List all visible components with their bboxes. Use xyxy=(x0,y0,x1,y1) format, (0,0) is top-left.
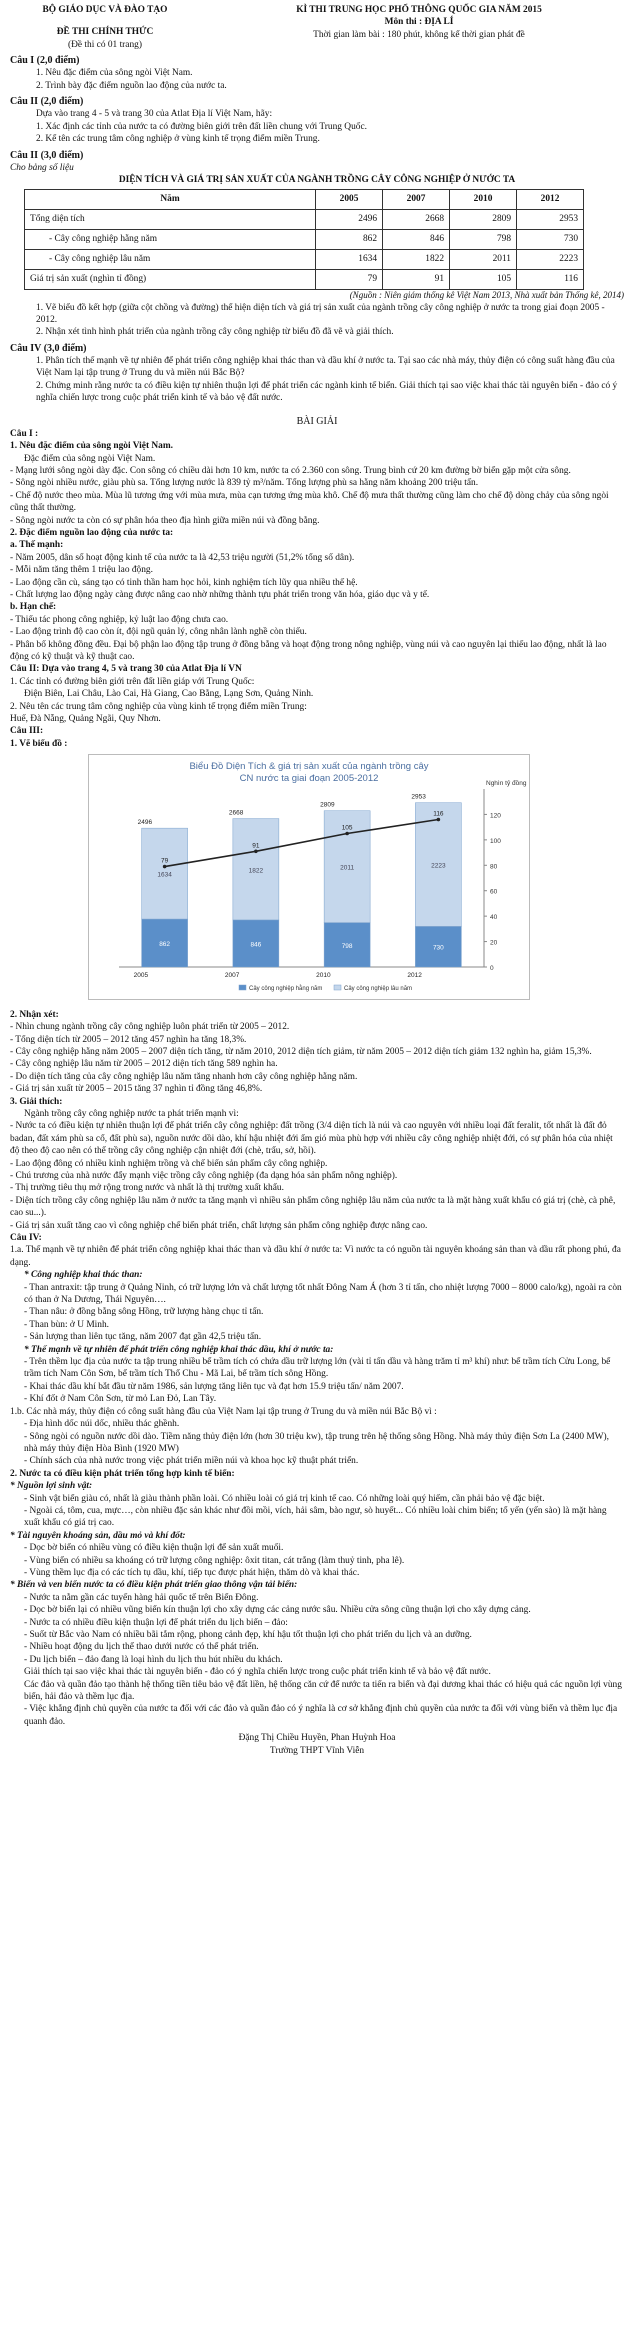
line-point xyxy=(163,865,167,869)
text-line: - Vùng thềm lục địa có các tích tụ dầu, khí, tiếp tục được phát hiện, thăm dò và khai thác. xyxy=(24,1567,360,1578)
text-line: - Chính sách của nhà nước trong việc phát triển miền núi và khoa học kỹ thuật phát triển. xyxy=(24,1456,359,1467)
row-label: Tổng diện tích xyxy=(25,209,316,229)
y2-tick-label: 100 xyxy=(490,838,501,846)
text-line: - Địa hình dốc núi dốc, nhiều thác ghềnh. xyxy=(24,1419,180,1430)
exam-subject: Môn thi : ĐỊA LÍ xyxy=(384,17,454,28)
text-line: - Tổng diện tích từ 2005 – 2012 tăng 457 nghìn ha tăng 18,3%. xyxy=(10,1034,247,1045)
solution-q1-2a: a. Thế mạnh: xyxy=(10,540,64,551)
q3-intro: Cho bảng số liệu xyxy=(10,162,74,173)
solution-q1-2b-body xyxy=(10,614,624,664)
text-line: - Nước ta có điều kiện tự nhiên thuận lợi để phát triển cây công nghiệp: đất trồng (3/4 diện tích là núi và cao nguyên với nhiều loại đất feralit, tốt nhất là đất đỏ badan, đất xám phù sa cổ, đất phù sa), nguồn nước dồi dào, khí hậu nhiệt đới ẩm gió mùa phù hợp với nhiều cây công nghiệp nhiệt đới, có sự phân hóa của nhiệt độ theo độ cao nên có thể trồng cây công nghiệp cận nhiệt đới (chè, trẩu, sở, hồi). xyxy=(10,1121,613,1157)
q4-title: Câu IV (3,0 điểm) xyxy=(10,342,87,354)
solution-q1: Câu I : xyxy=(10,428,39,439)
combo-chart xyxy=(88,754,530,1000)
x-tick-label: 2010 xyxy=(316,972,331,980)
q1-title: Câu I (2,0 điểm) xyxy=(10,55,80,67)
text-line: Đặc điểm của sông ngòi Việt Nam. xyxy=(24,453,156,464)
table-cell: 2668 xyxy=(383,209,450,229)
table-cell: 91 xyxy=(383,269,450,289)
header-left xyxy=(10,4,200,51)
solution-q4-2: 2. Nước ta có điều kiện phát triển tổng hợp kinh tế biển: xyxy=(10,1468,235,1479)
text-line: - Vùng biển có nhiều sa khoáng có trữ lượng công nghiệp: ôxit titan, cát trắng (làm thuỷ tinh, pha lê). xyxy=(24,1555,405,1566)
legend-swatch xyxy=(334,985,341,990)
text-line: - Suốt từ Bắc vào Nam có nhiều bãi tắm rộng, phong cảnh đẹp, khí hậu tốt thuận lợi cho phát triển du lịch và an dưỡng. xyxy=(24,1630,472,1640)
text-line: - Chế độ nước theo mùa. Mùa lũ tương ứng với mùa mưa, mùa cạn tương ứng mùa khô. Chế độ mưa thất thường cũng làm cho chế độ dòng chảy của sông ngòi cũng thất thường. xyxy=(10,490,609,514)
table-cell: 862 xyxy=(316,229,383,249)
text-line: - Giá trị sản xuất từ 2005 – 2015 tăng 37 nghìn tỉ đồng tăng 46,8%. xyxy=(10,1084,263,1095)
text-line: - Than antraxit: tập trung ở Quảng Ninh, có trữ lượng lớn và chất lượng tốt nhất Đông Nam Á (hơn 3 tỉ tấn, cho nhiệt lượng 7000 – 8000 calo/kg), ngoài ra còn có than ở Na Dương, Thái Nguyên…. xyxy=(24,1282,622,1306)
text-line: - Nước ta nằm gần các tuyến hàng hải quốc tế trên Biển Đông. xyxy=(24,1592,259,1603)
text-line: - Than bùn: ở U Minh. xyxy=(24,1319,109,1330)
text-line: - Sông ngòi nước ta còn có sự phân hóa theo địa hình giữa miền núi và đồng bằng. xyxy=(10,515,320,526)
q1-part1: 1. Nêu đặc điểm của sông ngòi Việt Nam. xyxy=(36,68,193,79)
bar-value-label: 862 xyxy=(159,941,171,949)
y2-tick-label: 0 xyxy=(490,965,494,973)
text-line: - Giá trị sản xuất tăng cao vì công nghiệp chế biến phát triển, chất lượng sản phẩm công nghiệp được nâng cao. xyxy=(10,1220,428,1231)
solution-q2 xyxy=(10,663,624,725)
text-line: - Sông ngòi có nguồn nước dồi dào. Tiềm năng thủy điện lớn (hơn 30 triệu kw), tập trung trên hệ thống sông Hồng. Nhà máy thủy điện Sơn La (2400 MW), nhà máy thủy điện Hòa Bình (1920 MW) xyxy=(24,1431,609,1454)
line-value-label: 79 xyxy=(161,857,169,865)
value-line xyxy=(165,820,439,867)
y2-tick-label: 120 xyxy=(490,812,501,820)
text-line: - Mạng lưới sông ngòi dày đặc. Con sông có chiều dài hơn 10 km, nước ta có 2.360 con sông. Trung bình cứ 20 km đường bờ biển gặp một cửa sông. xyxy=(10,465,571,476)
text-line: - Cây công nghiệp hằng năm 2005 – 2007 diện tích tăng, từ năm 2010, 2012 diện tích giảm, từ năm 2005 – 2012 diện tích giảm 132 nghìn ha, giảm 15,3%. xyxy=(10,1046,592,1057)
table-header-cell: 2012 xyxy=(517,189,584,209)
minerals-body xyxy=(10,1542,624,1579)
line-value-label: 105 xyxy=(341,824,353,832)
marine-life-body xyxy=(10,1493,624,1530)
ministry-name: BỘ GIÁO DỤC VÀ ĐÀO TẠO xyxy=(42,5,168,15)
q2-part1: 1. Xác định các tỉnh của nước ta có đường biên giới trên đất liền chung với Trung Quốc. xyxy=(36,121,367,132)
legend-swatch xyxy=(239,985,246,990)
official-label: ĐỀ THI CHÍNH THỨC xyxy=(56,27,154,38)
bar-total-label: 2496 xyxy=(137,819,153,827)
table-cell: 116 xyxy=(517,269,584,289)
document-page xyxy=(10,0,624,1757)
legend-label: Cây công nghiệp hằng năm xyxy=(249,986,323,993)
solution-q1-2: 2. Đặc điểm nguồn lao động của nước ta: xyxy=(10,527,174,538)
bar-value-label: 798 xyxy=(341,943,353,951)
transport-heading: * Biển và ven biển nước ta có điều kiện phát triển giao thông vận tải biển: xyxy=(10,1580,298,1591)
coal-heading: * Công nghiệp khai thác than: xyxy=(24,1270,143,1281)
chart-title-line1: Biểu Đồ Diện Tích & giá trị sản xuất của ngành trồng cây xyxy=(189,761,429,773)
text-line: - Lao động cần cù, sáng tạo có tinh thần ham học hỏi, kinh nghiệm tích lũy qua nhiều thế hệ. xyxy=(10,577,358,588)
header-right xyxy=(214,4,624,51)
text-line: - Chú trương của nhà nước đẩy mạnh việc trồng cây công nghiệp (đa dạng hóa sản phẩm nông nghiệp). xyxy=(10,1170,398,1181)
text-line: - Diện tích trồng cây công nghiệp lâu năm ở nước ta tăng mạnh vì nhiều sản phẩm công nghiệp lâu năm của nước ta là mặt hàng xuất khẩu có giá trị (chè, cà phê, cao su...). xyxy=(10,1195,616,1219)
table-row xyxy=(25,229,584,249)
minerals-heading: * Tài nguyên khoáng sản, dầu mỏ và khí đốt: xyxy=(10,1530,186,1541)
q2-part2: 2. Kể tên các trung tâm công nghiệp ở vùng kinh tế trọng điểm miền Trung. xyxy=(36,134,320,145)
line-value-label: 116 xyxy=(433,810,444,818)
text-line: - Sông ngòi nhiều nước, giàu phù sa. Tổng lượng nước là 839 tỷ m³/năm. Tổng lượng phù sa hằng năm khoảng 200 triệu tấn. xyxy=(10,478,479,489)
q2-intro: Dựa vào trang 4 - 5 và trang 30 của Atlat Địa lí Việt Nam, hãy: xyxy=(36,109,273,120)
table-title: DIỆN TÍCH VÀ GIÁ TRỊ SẢN XUẤT CỦA NGÀNH TRỒNG CÂY CÔNG NGHIỆP Ở NƯỚC TA xyxy=(118,175,516,186)
author-school: Trường THPT Vĩnh Viễn xyxy=(269,1745,365,1756)
marine-life-heading: * Nguồn lợi sinh vật: xyxy=(10,1481,93,1492)
text-line: - Thị trường tiêu thụ mở rộng trong nước và nhất là thị trường xuất khẩu. xyxy=(10,1183,284,1194)
y2-tick-label: 20 xyxy=(490,939,498,947)
text-line: Điện Biên, Lai Châu, Lào Cai, Hà Giang, Cao Bằng, Lạng Sơn, Quảng Ninh. xyxy=(24,689,314,700)
bar-total-label: 2809 xyxy=(320,802,335,810)
text-line: - Nước ta có nhiều điều kiện thuận lợi để phát triển du lịch biển – đảo: xyxy=(24,1617,288,1628)
table-row xyxy=(25,249,584,269)
transport-body xyxy=(10,1592,624,1666)
solution-q3: Câu III: xyxy=(10,726,44,737)
solution-q4: Câu IV: xyxy=(10,1233,42,1243)
text-line: - Năm 2005, dân số hoạt động kinh tế của nước ta là 42,53 triệu người (51,2% tổng số dân). xyxy=(10,552,355,563)
table-cell: 2496 xyxy=(316,209,383,229)
solution-q3-3-body xyxy=(10,1108,624,1232)
x-tick-label: 2007 xyxy=(224,972,240,980)
q4-part1: 1. Phân tích thế mạnh về tự nhiên để phát triển công nghiệp khai thác than và dầu khí ở nước ta. Tại sao các nhà máy, thủy điện có công suất hàng đầu của Việt Nam lại tập trung ở Trung du và miền núi Bắc Bộ? xyxy=(36,355,615,379)
table-cell: 2223 xyxy=(517,249,584,269)
q3-part2: 2. Nhận xét tình hình phát triển của ngành trồng cây công nghiệp từ biểu đồ đã vẽ và giải thích. xyxy=(36,327,394,338)
text-line: - Khai thác dầu khí bắt đầu từ năm 1986, sản lượng tăng liên tục và đạt hơn 15.9 triệu tấn/ năm 2007. xyxy=(24,1381,404,1392)
text-line: - Dọc bờ biển lại có nhiều vũng biển kín thuận lợi cho xây dựng các cảng nước sâu. Nhiều cửa sông cũng thuận lợi cho xây dựng cảng. xyxy=(24,1605,531,1616)
table-row xyxy=(25,269,584,289)
text-line: Giải thích tại sao việc khai thác tài nguyên biển - đảo có ý nghĩa chiến lược trong cuộc phát triển kinh tế và bảo vệ đất nước. xyxy=(24,1667,491,1678)
conclusion xyxy=(10,1666,624,1728)
y2-tick-label: 60 xyxy=(490,888,498,896)
solution-q4-1a: 1.a. Thế mạnh về tự nhiên để phát triển công nghiệp khai thác than và dầu khí ở nước ta: Vì nước ta có nguồn tài nguyên khoáng sản than và dầu rất phong phú, đa dạng. xyxy=(10,1245,621,1268)
table-cell: 105 xyxy=(450,269,517,289)
table-header-cell: 2005 xyxy=(316,189,383,209)
text-line: - Do diện tích tăng của cây công nghiệp lâu năm tăng nhanh hơn cây công nghiệp hằng năm. xyxy=(10,1071,358,1082)
bar-value-label: 2223 xyxy=(431,862,446,870)
solution-q3-3: 3. Giải thích: xyxy=(10,1096,63,1107)
solution-q2-title: Câu II: Dựa vào trang 4, 5 và trang 30 của Atlat Địa lí VN xyxy=(10,664,242,675)
text-line: - Lao động trình độ cao còn ít, đội ngũ quản lý, công nhân lành nghề còn thiếu. xyxy=(10,627,307,638)
table-cell: 798 xyxy=(450,229,517,249)
text-line: - Sản lượng than liên tục tăng, năm 2007 đạt gần 42,5 triệu tấn. xyxy=(24,1332,262,1343)
text-line: 1. Các tỉnh có đường biên giới trên đất liền giáp với Trung Quốc: xyxy=(10,676,255,687)
q3-title: Câu II (3,0 điểm) xyxy=(10,149,84,161)
text-line: - Khí đốt ở Nam Côn Sơn, từ mỏ Lan Đỏ, Lan Tây. xyxy=(24,1394,217,1405)
table-cell: 1634 xyxy=(316,249,383,269)
line-point xyxy=(437,818,441,822)
table-cell: 2011 xyxy=(450,249,517,269)
text-line: - Trên thềm lục địa của nước ta tập trung nhiều bể trầm tích có chứa dầu trữ lượng lớn (vài tỉ tấn dầu và hàng trăm tỉ m³ khí) như: bể trầm tích Cửu Long, bể trầm tích Nam Côn Sơn, bể trầm tích Thổ Chu - Mã Lai, bể trầm tích sông Hồng. xyxy=(24,1357,611,1380)
text-line: Huế, Đà Nẵng, Quảng Ngãi, Quy Nhơn. xyxy=(10,714,161,725)
bar-value-label: 2011 xyxy=(340,864,355,872)
table-header-cell: Năm xyxy=(25,189,316,209)
text-line: - Sinh vật biển giàu có, nhất là giàu thành phần loài. Có nhiều loài có giá trị kinh tế cao. Có những loài quý hiếm, cần phải bảo vệ đặc biệt. xyxy=(24,1493,545,1504)
oil-heading: * Thế mạnh về tự nhiên để phát triển công nghiệp khai thác dầu, khí ở nước ta: xyxy=(24,1344,334,1355)
q2-title: Câu II (2,0 điểm) xyxy=(10,96,84,108)
text-line: - Việc khẳng định chủ quyền của nước ta đối với các đảo và quần đảo có ý nghĩa là cơ sở khẳng định chủ quyền của nước ta đối với vùng biển và thềm lục địa quanh đảo. xyxy=(24,1704,618,1727)
y2-axis-label: Nghìn tỷ đồng xyxy=(486,780,527,788)
table-cell: 846 xyxy=(383,229,450,249)
text-line: - Mỗi năm tăng thêm 1 triệu lao động. xyxy=(10,565,153,576)
bar-total-label: 2668 xyxy=(228,809,244,817)
bar-value-label: 1634 xyxy=(157,871,172,879)
y2-tick-label: 80 xyxy=(490,863,498,871)
table-cell: 79 xyxy=(316,269,383,289)
oil-body xyxy=(10,1356,624,1406)
row-label: - Cây công nghiệp lâu năm xyxy=(25,249,316,269)
x-tick-label: 2012 xyxy=(407,972,422,980)
text-line: - Ngoài cá, tôm, cua, mực…, còn nhiều đặc sản khác như đồi mồi, vích, hải sâm, bào ngư, sò huyết... Có nhiều loài chim biển; tổ yến (yến sào) là mặt hàng xuất khẩu có giá trị cao. xyxy=(24,1505,607,1529)
hydro-body xyxy=(10,1418,624,1468)
solution-title: BÀI GIẢI xyxy=(296,415,338,427)
solution-q3-2: 2. Nhận xét: xyxy=(10,1009,59,1020)
author-names: Đặng Thị Chiều Huyền, Phan Huỳnh Hoa xyxy=(238,1733,396,1744)
table-cell: 730 xyxy=(517,229,584,249)
text-line: - Nhiều hoạt động du lịch thể thao dưới nước có thể phát triển. xyxy=(24,1642,259,1653)
exam-time: Thời gian làm bài : 180 phút, không kể thời gian phát đề xyxy=(313,29,525,40)
text-line: - Lao động đông có nhiều kinh nghiệm trồng và chế biến sản phẩm cây công nghiệp. xyxy=(10,1158,328,1169)
table-header-cell: 2010 xyxy=(450,189,517,209)
q1-part2: 2. Trình bày đặc điểm nguồn lao động của nước ta. xyxy=(36,80,227,91)
line-point xyxy=(254,850,258,854)
text-line: - Nhìn chung ngành trồng cây công nghiệp luôn phát triển từ 2005 – 2012. xyxy=(10,1022,290,1033)
bar-value-label: 846 xyxy=(250,941,262,949)
line-value-label: 91 xyxy=(252,842,260,850)
bar-total-label: 2953 xyxy=(411,794,426,802)
q3-part1: 1. Vẽ biểu đồ kết hợp (giữa cột chồng và đường) thể hiện diện tích và giá trị sản xuất của ngành trồng cây công nghiệp ở nước ta trong giai đoạn 2005 - 2012. xyxy=(36,302,605,325)
text-line: 2. Nêu tên các trung tâm công nghiệp của vùng kinh tế trọng điểm miền Trung: xyxy=(10,701,307,712)
q4-part2: 2. Chứng minh rằng nước ta có điều kiện tự nhiên thuận lợi để phát triển các ngành kinh tế biển. Giải thích tại sao việc khai thác tài nguyên biển - đảo có ý nghĩa chiến lược trong cuộc phát triển kinh tế và bảo vệ đất nước. xyxy=(36,380,618,404)
table-cell: 2809 xyxy=(450,209,517,229)
table-row xyxy=(25,209,584,229)
bar-value-label: 1822 xyxy=(248,867,264,875)
page-count: (Đề thi có 01 trang) xyxy=(68,39,142,50)
exam-title: KÌ THI TRUNG HỌC PHỔ THÔNG QUỐC GIA NĂM 2015 xyxy=(296,5,542,15)
solution-q1-1: 1. Nêu đặc điểm của sông ngòi Việt Nam. xyxy=(10,441,174,452)
line-point xyxy=(345,832,349,836)
solution-q1-2a-body xyxy=(10,552,624,602)
bar-value-label: 730 xyxy=(432,944,444,952)
exam-header xyxy=(10,4,624,51)
text-line: - Dọc bờ biển có nhiều vùng có điều kiện thuận lợi để sản xuất muối. xyxy=(24,1543,284,1554)
table-cell: 2953 xyxy=(517,209,584,229)
legend-label: Cây công nghiệp lâu năm xyxy=(344,986,413,993)
text-line: Các đảo và quần đảo tạo thành hệ thống tiền tiêu bảo vệ đất liền, hệ thống căn cứ để nước ta tiến ra biển và đại dương khai thác có hiệu quả các nguồn lợi vùng biển, hải đảo và thềm lục địa. xyxy=(24,1679,622,1703)
solution-q4-1b: 1.b. Các nhà máy, thủy điện có công suất hàng đầu của Việt Nam lại tập trung ở Trung du và miền núi Bắc Bộ vì : xyxy=(10,1406,437,1417)
table-cell: 1822 xyxy=(383,249,450,269)
solution-q1-1-body xyxy=(10,453,624,527)
row-label: Giá trị sản xuất (nghìn tỉ đồng) xyxy=(25,269,316,289)
text-line: - Cây công nghiệp lâu năm từ 2005 – 2012 diện tích tăng 589 nghìn ha. xyxy=(10,1059,278,1070)
text-line: - Phân bố không đồng đều. Đại bộ phận lao động tập trung ở đồng bằng và hoạt động trong nông nghiệp, vùng núi và cao nguyên lại thiếu lao động, nhất là lao động có kỹ thuật và kỹ thuật cao. xyxy=(10,639,607,663)
solution-q3-2-body xyxy=(10,1021,624,1095)
coal-body xyxy=(10,1282,624,1344)
text-line: Ngành trồng cây công nghiệp nước ta phát triển mạnh vì: xyxy=(24,1108,239,1119)
text-line: - Chất lượng lao động ngày càng được nâng cao nhờ những thành tựu phát triển trong văn hóa, giáo dục và y tế. xyxy=(10,590,430,600)
x-tick-label: 2005 xyxy=(133,972,149,980)
table-source: (Nguồn : Niên giám thống kê Việt Nam 2013, Nhà xuất bản Thống kê, 2014) xyxy=(349,289,624,300)
table-header-cell: 2007 xyxy=(383,189,450,209)
text-line: - Thiếu tác phong công nghiệp, kỷ luật lao động chưa cao. xyxy=(10,614,229,625)
solution-q1-2b: b. Hạn chế: xyxy=(10,602,57,613)
text-line: - Than nâu: ở đồng bằng sông Hồng, trữ lượng hàng chục tỉ tấn. xyxy=(24,1307,264,1318)
data-table xyxy=(24,189,584,290)
solution-q3-1: 1. Vẽ biểu đồ : xyxy=(10,738,68,749)
table-header-row xyxy=(25,189,584,209)
row-label: - Cây công nghiệp hằng năm xyxy=(25,229,316,249)
y2-tick-label: 40 xyxy=(490,914,498,922)
chart-title-line2: CN nước ta giai đoạn 2005-2012 xyxy=(239,773,379,785)
text-line: - Du lịch biển – đảo đang là loại hình du lịch thu hút nhiều du khách. xyxy=(24,1654,283,1665)
